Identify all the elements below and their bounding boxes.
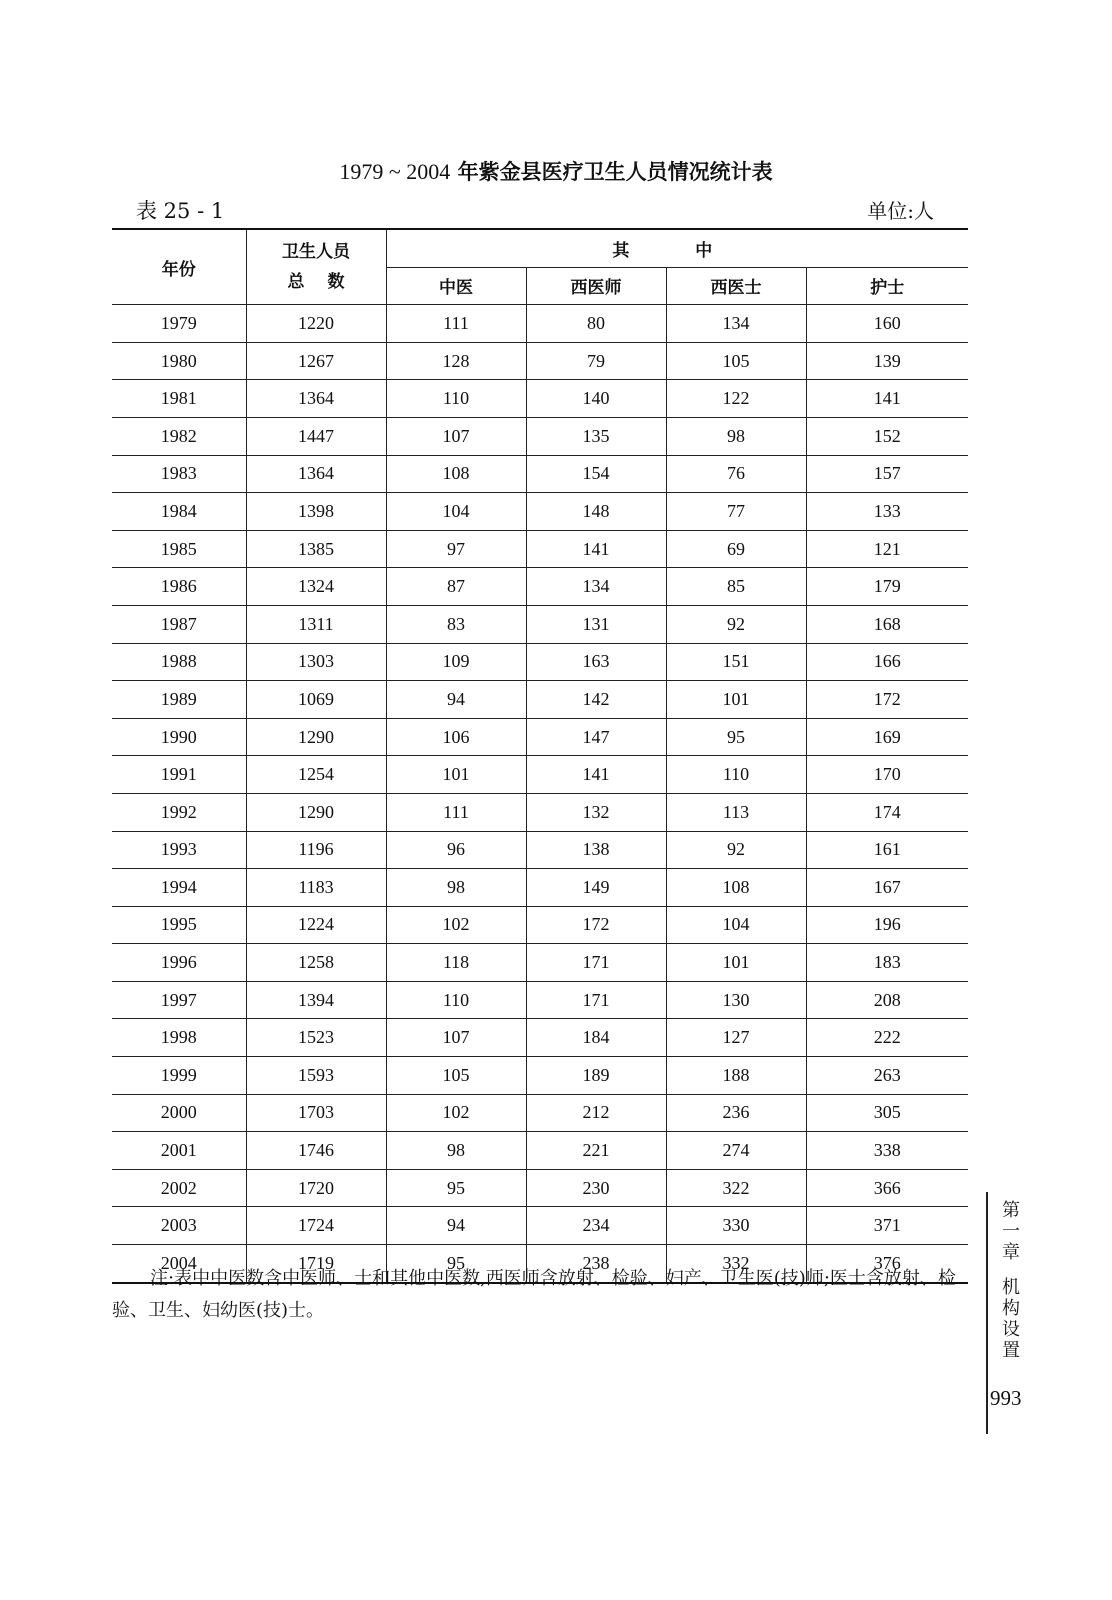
cell-western-assistant: 98 — [666, 417, 806, 455]
header-nurse: 护士 — [806, 267, 968, 305]
cell-western-assistant: 92 — [666, 831, 806, 869]
cell-tcm: 107 — [386, 1019, 526, 1057]
cell-year: 2002 — [112, 1169, 246, 1207]
cell-total: 1254 — [246, 756, 386, 794]
cell-tcm: 108 — [386, 455, 526, 493]
cell-western-physician: 230 — [526, 1169, 666, 1207]
cell-western-physician: 212 — [526, 1094, 666, 1132]
cell-nurse: 133 — [806, 493, 968, 531]
cell-total: 1593 — [246, 1057, 386, 1095]
cell-western-assistant: 108 — [666, 869, 806, 907]
cell-western-physician: 134 — [526, 568, 666, 606]
table-row — [112, 455, 968, 493]
cell-western-physician: 131 — [526, 605, 666, 643]
cell-nurse: 376 — [806, 1245, 968, 1283]
cell-total: 1069 — [246, 681, 386, 719]
cell-total: 1324 — [246, 568, 386, 606]
cell-western-assistant: 101 — [666, 681, 806, 719]
cell-nurse: 366 — [806, 1169, 968, 1207]
table-row — [112, 493, 968, 531]
title-year-range: 1979 ~ 2004 — [339, 159, 451, 184]
cell-tcm: 98 — [386, 869, 526, 907]
table-row — [112, 1094, 968, 1132]
cell-tcm: 101 — [386, 756, 526, 794]
cell-western-physician: 184 — [526, 1019, 666, 1057]
cell-western-assistant: 134 — [666, 305, 806, 343]
cell-western-physician: 234 — [526, 1207, 666, 1245]
cell-nurse: 338 — [806, 1132, 968, 1170]
cell-western-assistant: 151 — [666, 643, 806, 681]
cell-nurse: 179 — [806, 568, 968, 606]
cell-western-physician: 189 — [526, 1057, 666, 1095]
cell-total: 1183 — [246, 869, 386, 907]
section-char: 构 — [1002, 1298, 1020, 1319]
section-char: 置 — [1002, 1340, 1020, 1361]
cell-tcm: 110 — [386, 380, 526, 418]
cell-nurse: 152 — [806, 417, 968, 455]
cell-western-physician: 149 — [526, 869, 666, 907]
cell-nurse: 183 — [806, 944, 968, 982]
cell-nurse: 305 — [806, 1094, 968, 1132]
cell-western-physician: 163 — [526, 643, 666, 681]
table-row — [112, 530, 968, 568]
cell-year: 1993 — [112, 831, 246, 869]
cell-total: 1394 — [246, 981, 386, 1019]
cell-total: 1290 — [246, 793, 386, 831]
cell-total: 1523 — [246, 1019, 386, 1057]
table-row — [112, 906, 968, 944]
cell-year: 1999 — [112, 1057, 246, 1095]
cell-total: 1311 — [246, 605, 386, 643]
cell-western-physician: 147 — [526, 718, 666, 756]
cell-nurse: 170 — [806, 756, 968, 794]
table-row — [112, 718, 968, 756]
table-row — [112, 305, 968, 343]
cell-nurse: 174 — [806, 793, 968, 831]
cell-tcm: 111 — [386, 305, 526, 343]
table-row — [112, 568, 968, 606]
unit-label: 单位:人 — [867, 199, 934, 223]
cell-tcm: 94 — [386, 681, 526, 719]
cell-nurse: 161 — [806, 831, 968, 869]
cell-nurse: 168 — [806, 605, 968, 643]
cell-western-assistant: 330 — [666, 1207, 806, 1245]
cell-western-assistant: 77 — [666, 493, 806, 531]
cell-western-assistant: 322 — [666, 1169, 806, 1207]
table-row — [112, 342, 968, 380]
cell-nurse: 141 — [806, 380, 968, 418]
page-number: 993 — [990, 1386, 1022, 1410]
table-note: 注:表中中医数含中医师、士和其他中医数,西医师含放射、检验、妇产、卫生医(技)师;医士含放射、检验、卫生、妇幼医(技)士。 — [112, 1268, 956, 1321]
cell-nurse: 169 — [806, 718, 968, 756]
cell-nurse: 167 — [806, 869, 968, 907]
table-number: 表 25 - 1 — [136, 199, 225, 223]
cell-western-assistant: 122 — [666, 380, 806, 418]
cell-year: 2004 — [112, 1245, 246, 1283]
cell-total: 1267 — [246, 342, 386, 380]
cell-western-physician: 140 — [526, 380, 666, 418]
title-text: 年紫金县医疗卫生人员情况统计表 — [457, 159, 773, 184]
cell-western-physician: 132 — [526, 793, 666, 831]
cell-year: 2003 — [112, 1207, 246, 1245]
cell-western-physician: 138 — [526, 831, 666, 869]
cell-western-physician: 221 — [526, 1132, 666, 1170]
cell-tcm: 102 — [386, 906, 526, 944]
cell-year: 1998 — [112, 1019, 246, 1057]
cell-nurse: 222 — [806, 1019, 968, 1057]
table-row — [112, 380, 968, 418]
cell-total: 1196 — [246, 831, 386, 869]
cell-year: 1983 — [112, 455, 246, 493]
table-row — [112, 1057, 968, 1095]
cell-nurse: 263 — [806, 1057, 968, 1095]
cell-year: 1992 — [112, 793, 246, 831]
cell-tcm: 106 — [386, 718, 526, 756]
table-row — [112, 981, 968, 1019]
cell-tcm: 111 — [386, 793, 526, 831]
cell-western-physician: 80 — [526, 305, 666, 343]
cell-tcm: 110 — [386, 981, 526, 1019]
cell-year: 1981 — [112, 380, 246, 418]
header-tcm: 中医 — [386, 267, 526, 305]
cell-western-assistant: 113 — [666, 793, 806, 831]
cell-nurse: 196 — [806, 906, 968, 944]
cell-total: 1385 — [246, 530, 386, 568]
cell-tcm: 109 — [386, 643, 526, 681]
cell-year: 1986 — [112, 568, 246, 606]
table-row — [112, 944, 968, 982]
cell-year: 1988 — [112, 643, 246, 681]
cell-total: 1719 — [246, 1245, 386, 1283]
cell-western-physician: 79 — [526, 342, 666, 380]
cell-total: 1724 — [246, 1207, 386, 1245]
cell-year: 2000 — [112, 1094, 246, 1132]
cell-total: 1364 — [246, 380, 386, 418]
cell-western-assistant: 104 — [666, 906, 806, 944]
cell-western-assistant: 236 — [666, 1094, 806, 1132]
cell-total: 1224 — [246, 906, 386, 944]
cell-tcm: 97 — [386, 530, 526, 568]
cell-western-assistant: 188 — [666, 1057, 806, 1095]
cell-nurse: 121 — [806, 530, 968, 568]
cell-year: 1982 — [112, 417, 246, 455]
table-row — [112, 681, 968, 719]
cell-western-physician: 171 — [526, 944, 666, 982]
stats-table — [112, 228, 968, 1284]
cell-western-assistant: 332 — [666, 1245, 806, 1283]
cell-total: 1746 — [246, 1132, 386, 1170]
header-western-physician: 西医师 — [526, 267, 666, 305]
table-row — [112, 793, 968, 831]
cell-year: 1995 — [112, 906, 246, 944]
cell-western-assistant: 105 — [666, 342, 806, 380]
cell-tcm: 105 — [386, 1057, 526, 1095]
cell-western-assistant: 101 — [666, 944, 806, 982]
cell-nurse: 371 — [806, 1207, 968, 1245]
header-western-assistant: 西医士 — [666, 267, 806, 305]
cell-tcm: 104 — [386, 493, 526, 531]
cell-year: 2001 — [112, 1132, 246, 1170]
cell-tcm: 98 — [386, 1132, 526, 1170]
cell-total: 1303 — [246, 643, 386, 681]
cell-western-assistant: 76 — [666, 455, 806, 493]
cell-year: 1989 — [112, 681, 246, 719]
cell-year: 1996 — [112, 944, 246, 982]
margin-rule — [986, 1192, 988, 1434]
header-year: 年份 — [112, 229, 246, 305]
cell-tcm: 118 — [386, 944, 526, 982]
table-row — [112, 831, 968, 869]
cell-total: 1290 — [246, 718, 386, 756]
cell-nurse: 157 — [806, 455, 968, 493]
cell-nurse: 139 — [806, 342, 968, 380]
cell-western-physician: 141 — [526, 756, 666, 794]
cell-tcm: 94 — [386, 1207, 526, 1245]
cell-tcm: 128 — [386, 342, 526, 380]
table-row — [112, 1207, 968, 1245]
table-row — [112, 1132, 968, 1170]
cell-year: 1990 — [112, 718, 246, 756]
cell-tcm: 87 — [386, 568, 526, 606]
cell-year: 1980 — [112, 342, 246, 380]
cell-western-physician: 142 — [526, 681, 666, 719]
cell-year: 1994 — [112, 869, 246, 907]
cell-total: 1720 — [246, 1169, 386, 1207]
cell-western-assistant: 95 — [666, 718, 806, 756]
cell-western-physician: 172 — [526, 906, 666, 944]
cell-western-assistant: 92 — [666, 605, 806, 643]
chapter-side-label — [998, 1200, 1024, 1361]
header-among: 其 中 — [386, 229, 968, 267]
cell-year: 1979 — [112, 305, 246, 343]
cell-total: 1220 — [246, 305, 386, 343]
cell-western-assistant: 85 — [666, 568, 806, 606]
cell-year: 1991 — [112, 756, 246, 794]
table-row — [112, 1019, 968, 1057]
header-total-line1: 卫生人员 — [282, 242, 350, 263]
cell-western-physician: 154 — [526, 455, 666, 493]
cell-western-assistant: 127 — [666, 1019, 806, 1057]
cell-year: 1987 — [112, 605, 246, 643]
chapter-char: 第 — [1002, 1200, 1020, 1221]
cell-western-assistant: 130 — [666, 981, 806, 1019]
cell-western-physician: 148 — [526, 493, 666, 531]
table-row — [112, 417, 968, 455]
cell-nurse: 166 — [806, 643, 968, 681]
cell-nurse: 160 — [806, 305, 968, 343]
cell-total: 1447 — [246, 417, 386, 455]
cell-western-assistant: 69 — [666, 530, 806, 568]
cell-tcm: 95 — [386, 1245, 526, 1283]
table-row — [112, 1169, 968, 1207]
cell-total: 1398 — [246, 493, 386, 531]
chapter-char: 章 — [1002, 1242, 1020, 1263]
cell-western-assistant: 274 — [666, 1132, 806, 1170]
cell-nurse: 172 — [806, 681, 968, 719]
cell-year: 1984 — [112, 493, 246, 531]
cell-western-physician: 171 — [526, 981, 666, 1019]
section-char: 机 — [1002, 1277, 1020, 1298]
cell-tcm: 96 — [386, 831, 526, 869]
chapter-char: 一 — [1002, 1221, 1020, 1242]
cell-tcm: 107 — [386, 417, 526, 455]
cell-western-physician: 135 — [526, 417, 666, 455]
header-total — [246, 229, 386, 305]
table-body — [112, 305, 968, 1283]
table-row — [112, 869, 968, 907]
table-row — [112, 605, 968, 643]
cell-total: 1703 — [246, 1094, 386, 1132]
header-total-line2: 总 数 — [287, 272, 345, 293]
cell-western-physician: 238 — [526, 1245, 666, 1283]
section-char: 设 — [1002, 1319, 1020, 1340]
cell-total: 1258 — [246, 944, 386, 982]
cell-total: 1364 — [246, 455, 386, 493]
cell-western-assistant: 110 — [666, 756, 806, 794]
table-title — [0, 156, 1112, 186]
cell-nurse: 208 — [806, 981, 968, 1019]
cell-tcm: 95 — [386, 1169, 526, 1207]
table-row — [112, 756, 968, 794]
cell-tcm: 102 — [386, 1094, 526, 1132]
cell-western-physician: 141 — [526, 530, 666, 568]
table-row — [112, 643, 968, 681]
cell-year: 1997 — [112, 981, 246, 1019]
cell-year: 1985 — [112, 530, 246, 568]
cell-tcm: 83 — [386, 605, 526, 643]
